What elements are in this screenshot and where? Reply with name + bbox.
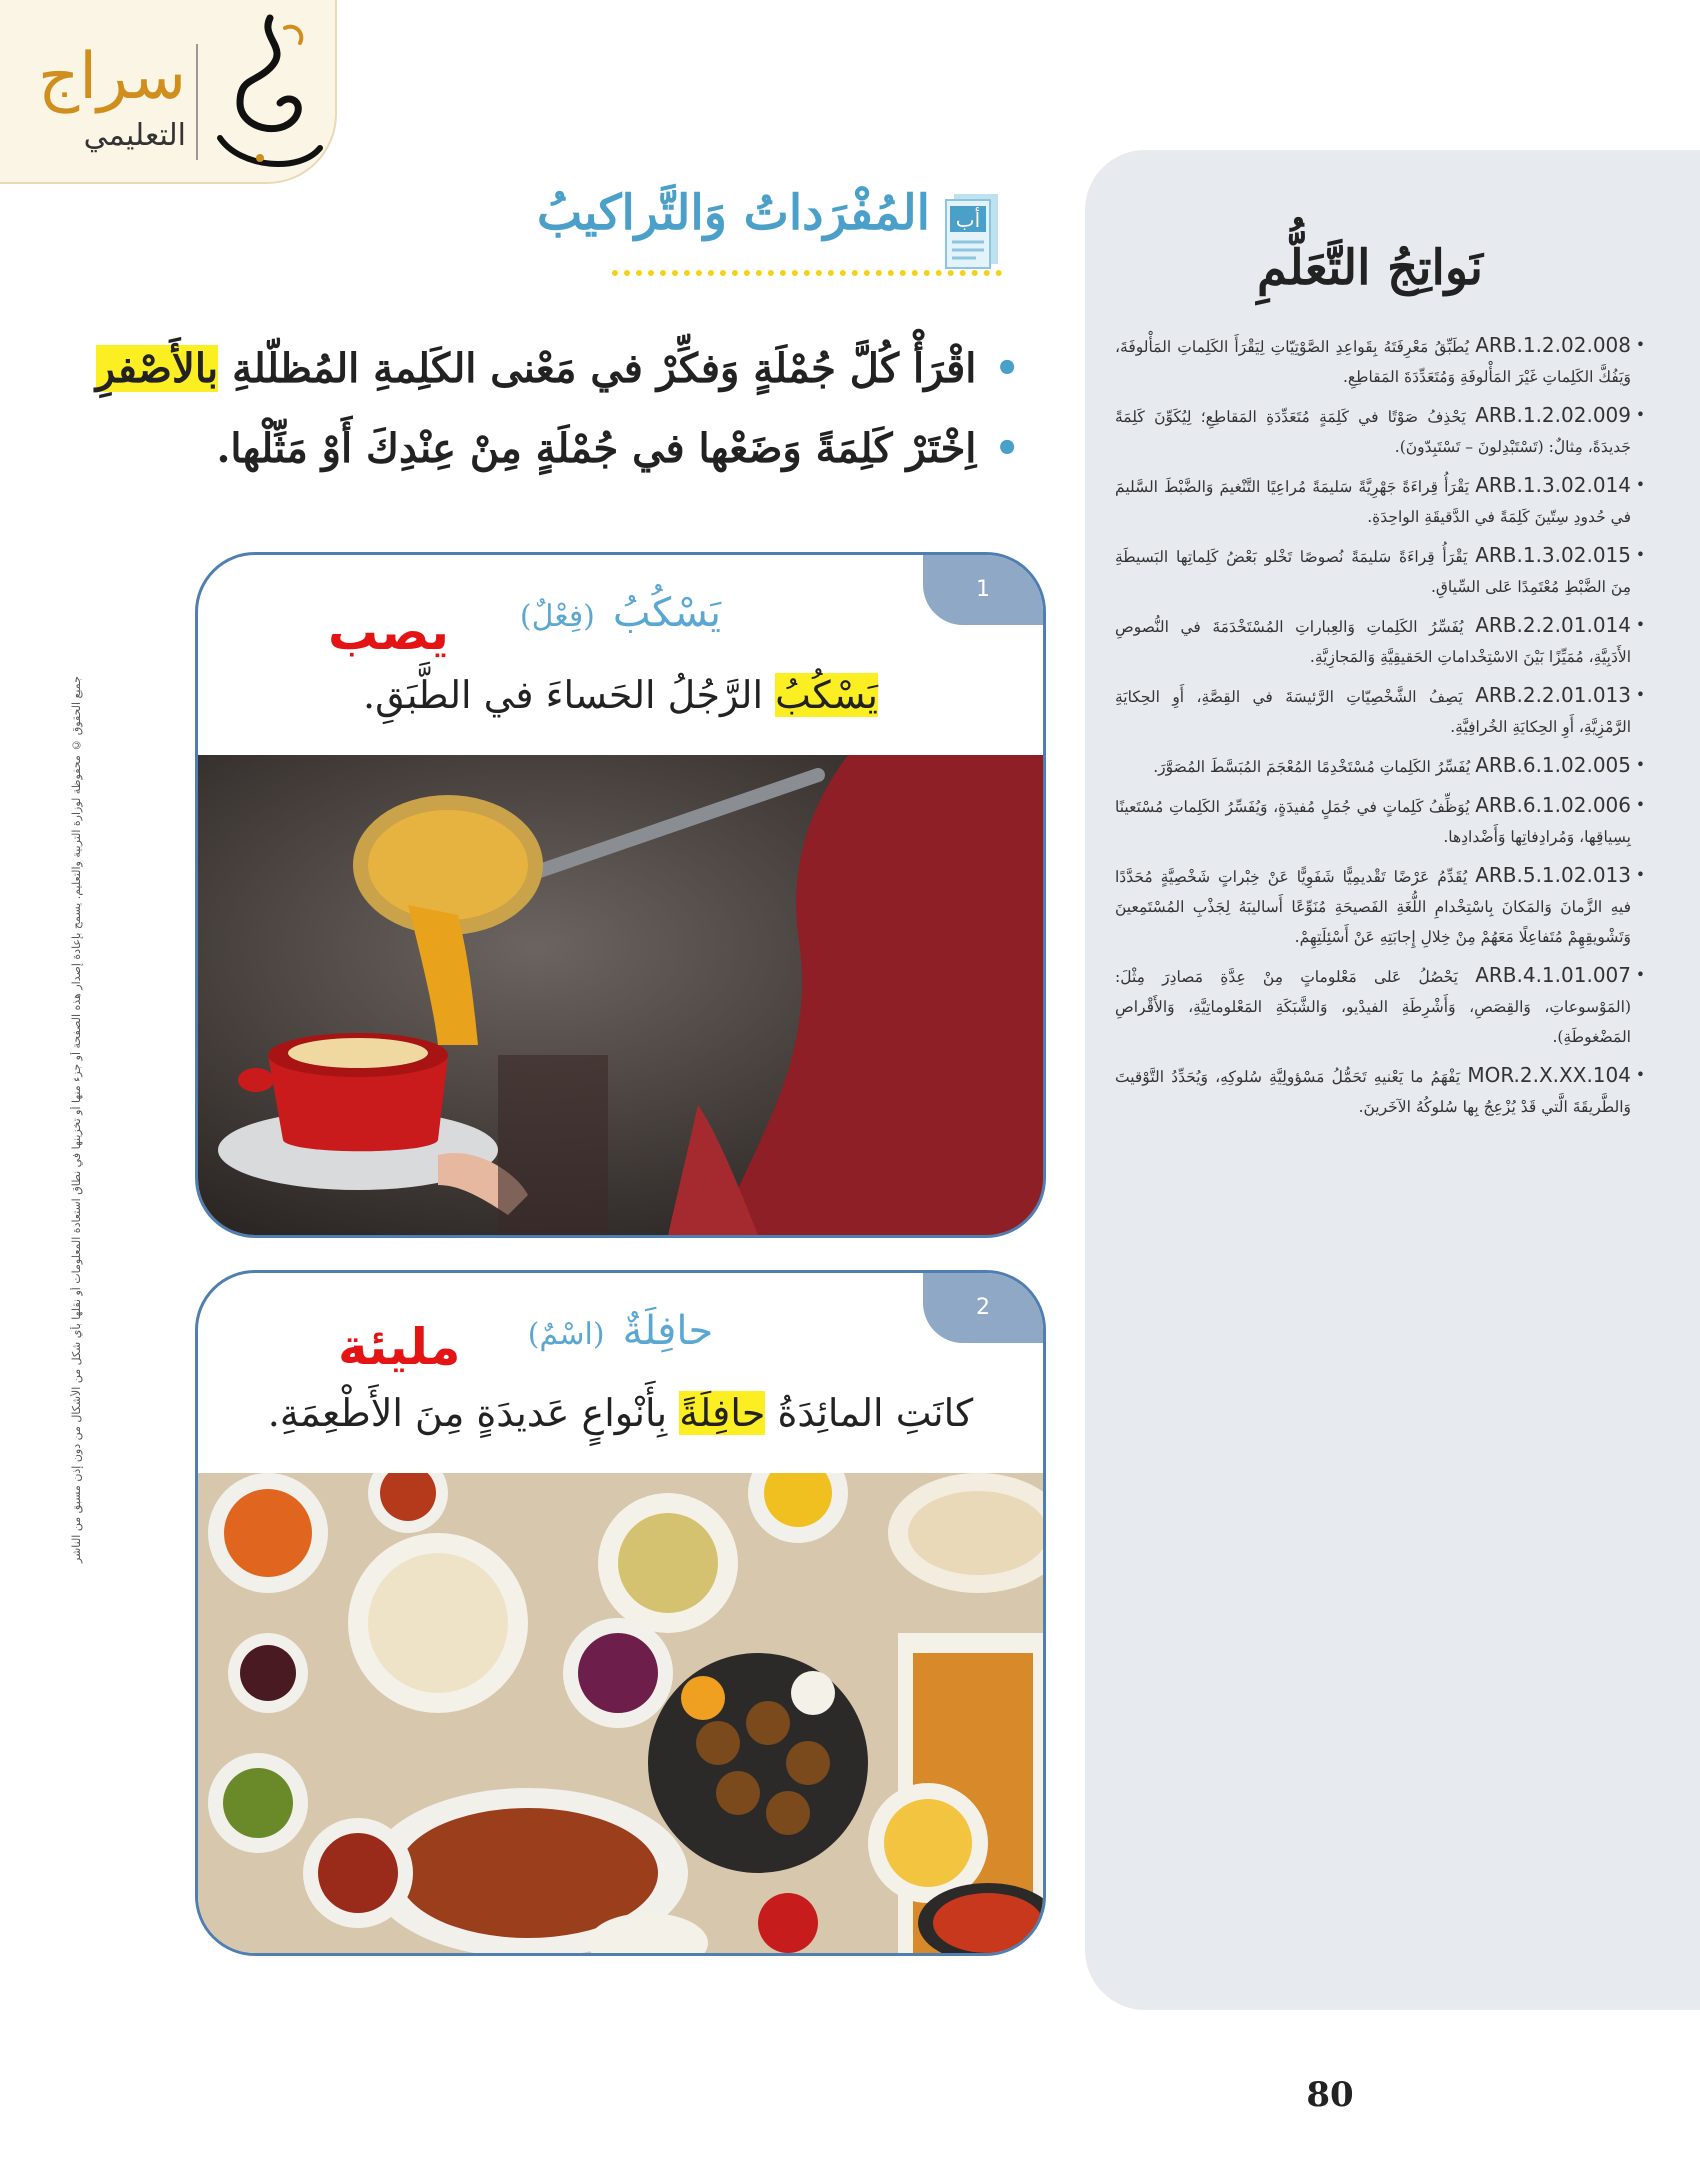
vocab-card-1	[195, 552, 1046, 1238]
outcome-code: ARB.1.3.02.015	[1475, 543, 1631, 567]
outcome-code: ARB.2.2.01.014	[1475, 613, 1631, 637]
learning-outcomes-list	[1115, 330, 1645, 1130]
copyright-notice: جميع الحقوق © محفوظة لوزارة التربية والتعليم. يسمح بإعادة إصدار هذه الصفحة أو جزء منها أو تخزينها في نطاق استعادة المعلومات أو نقلها بأي شكل من الأشكال من دون إذن مسبق من الناشر	[70, 676, 83, 1564]
outcome-text: يَحْصُلُ عَلى مَعْلوماتٍ مِنْ عِدَّةِ مَصادِرَ مِثْلَ: (المَوْسوعاتِ، وَالقِصَصِ، وَأَشْرِطَةِ الفيدْيو، وَالشَّبَكَةِ المَعْلوماتِيَّةِ، وَالأَقْراصِ المَضْغوطَةِ).	[1115, 968, 1631, 1046]
vocabulary-book-icon	[940, 190, 1002, 272]
outcome-item	[1115, 750, 1645, 782]
part-of-speech: (فِعْلٌ)	[519, 599, 595, 634]
instruction-1-text: اقْرَأْ كُلَّ جُمْلَةٍ وَفكِّرْ في مَعْنى الكَلِمةِ المُظلّلةِ	[232, 345, 977, 392]
vocab-word-text: حافِلَةٌ	[622, 1308, 714, 1354]
outcome-code: ARB.1.2.02.009	[1475, 403, 1631, 427]
sirage-logo	[0, 0, 337, 184]
calligraphy-logo-icon	[200, 8, 330, 178]
example-sentence	[198, 673, 1043, 717]
bullet-icon: •	[994, 425, 1020, 472]
outcome-code: ARB.5.1.02.013	[1475, 863, 1631, 887]
outcome-item	[1115, 610, 1645, 672]
outcome-item	[1115, 680, 1645, 742]
instruction-1-highlight: بالأَصْفرِ	[95, 345, 219, 392]
sentence-before: كانَتِ المائِدَةُ	[777, 1391, 974, 1435]
sentence-highlight: يَسْكُبُ	[775, 673, 878, 717]
outcome-text: يَقْرَأُ قِراءَةً سَليمَةً نُصوصًا تَخْلو بَعْضُ كَلِماتِها البَسيطَةِ مِنَ الضَّبْطِ مُعْتَمِدًا عَلى السِّياقِ.	[1115, 548, 1631, 596]
vocab-card-2	[195, 1270, 1046, 1956]
outcome-text: يُطَبِّقُ مَعْرِفَتَهُ بِقَواعِدِ الصَّوْتِيّاتِ لِيَقْرَأَ الكَلِماتِ المَأْلوفَةَ، وَيَفُكَّ الكَلِماتِ غَيْرَ المَأْلوفَةِ وَمُتَعَدِّدَةَ المَقاطِعِ.	[1115, 338, 1631, 386]
section-title: المُفْرَداتُ وَالتَّراكيبُ	[537, 185, 930, 241]
logo-subtitle: التعليمي	[83, 118, 186, 153]
outcome-text: يُفَسِّرُ الكَلِماتِ مُسْتَخْدِمًا المُعْجَمَ المُبَسَّطَ المُصَوَّرَ.	[1153, 758, 1471, 776]
outcome-item	[1115, 400, 1645, 462]
vocab-word	[198, 1308, 1043, 1354]
outcome-text: يَفْهَمُ ما يَعْنيهِ تَحَمُّلُ مَسْؤولِيَّةِ سُلوكِهِ، وَيُحَدِّدُ التَّوْقيتَ وَالطَّريقَةَ الَّتي قَدْ يُزْعِجُ بِها سُلوكُهُ الآخَرينَ.	[1115, 1068, 1631, 1116]
outcome-item	[1115, 860, 1645, 952]
outcome-text: يَصِفُ الشَّخْصِيّاتِ الرَّئيسَةَ في القِصَّةِ، أَوِ الحِكايَةِ الرَّمْزِيَّةِ، أَوِ الحِكايَةِ الخُرافِيَّةِ.	[1115, 688, 1631, 736]
outcome-item	[1115, 960, 1645, 1052]
instruction-1	[95, 345, 1020, 392]
card-number: 2	[923, 1273, 1043, 1343]
food-table-photo	[198, 1473, 1043, 1953]
outcome-item	[1115, 1060, 1645, 1122]
instruction-2	[216, 425, 1020, 472]
card-number: 1	[923, 555, 1043, 625]
example-sentence	[198, 1391, 1043, 1435]
outcome-text: يَقْرَأُ قِراءَةً جَهْرِيَّةً سَليمَةً مُراعِيًا التَّنْغيمَ وَالضَّبْطَ السَّليمَ في حُدودِ سِتّينَ كَلِمَةً في الدَّقيقَةِ الواحِدَةِ.	[1115, 478, 1631, 526]
outcome-text: يُقَدِّمُ عَرْضًا تَقْديمِيًّا شَفَوِيًّا عَنْ خِبْراتٍ شَخْصِيَّةٍ مُحَدَّدًا فيهِ الزَّمانَ وَالمَكانَ بِاسْتِخْدامِ اللُّغَةِ الفَصيحَةِ مُنَوِّعًا أَساليبَهُ لِجَذْبِ المُسْتَمِعينَ وَتَشْويقِهِمْ مُتَفاعِلًا مَعَهُمْ مِنْ خِلالِ إِجابَتِهِ عَنْ أَسْئِلَتِهِمْ.	[1115, 868, 1631, 946]
learning-outcomes-title: نَواتِجُ التَّعَلُّمِ	[1257, 240, 1483, 296]
outcome-code: ARB.4.1.01.007	[1475, 963, 1631, 987]
outcome-code: ARB.6.1.02.005	[1475, 753, 1631, 777]
handwritten-answer: يصب	[328, 603, 449, 661]
bullet-icon: •	[994, 345, 1020, 392]
part-of-speech: (اسْمٌ)	[527, 1317, 605, 1352]
logo-divider	[196, 44, 198, 160]
page-number: 80	[1306, 2075, 1354, 2115]
outcome-item	[1115, 330, 1645, 392]
vocab-word	[198, 590, 1043, 636]
outcome-text: يُوَظِّفُ كَلِماتٍ في جُمَلٍ مُفيدَةٍ، وَيُفَسِّرُ الكَلِماتِ مُسْتَعينًا بِسِياقِها، وَمُرادِفاتِها وَأَضْدادِها.	[1115, 798, 1631, 846]
sentence-rest: الرَّجُلُ الحَساءَ في الطَّبَقِ.	[363, 673, 764, 717]
section-title-underline	[612, 270, 1002, 282]
outcome-text: يُفَسِّرُ الكَلِماتِ وَالعِباراتِ المُسْتَخْدَمَةَ في النُّصوصِ الأَدَبِيَّةِ، مُمَيِّزًا بَيْنَ الاسْتِخْداماتِ الحَقيقِيَّةِ وَالمَجازِيَّةِ.	[1115, 618, 1631, 666]
soup-pouring-photo	[198, 755, 1043, 1235]
outcome-code: MOR.2.X.XX.104	[1467, 1063, 1631, 1087]
sentence-after: بِأَنْواعٍ عَديدَةٍ مِنَ الأَطْعِمَةِ.	[267, 1391, 668, 1435]
handwritten-answer: مليئة	[338, 1318, 461, 1376]
logo-name: سراج	[37, 40, 186, 114]
vocabulary-icon-label: أب	[955, 208, 981, 232]
instruction-2-text: اِخْتَرْ كَلِمَةً وَضَعْها في جُمْلَةٍ مِنْ عِنْدِكَ أَوْ مَثِّلْها.	[216, 425, 977, 472]
outcome-item	[1115, 470, 1645, 532]
outcome-text: يَحْذِفُ صَوْتًا في كَلِمَةٍ مُتَعَدِّدَةِ المَقاطِعِ؛ لِيُكَوِّنَ كَلِمَةً جَديدَةً، مِثالٌ: (تَسْتَبْدِلونَ – تَسْتَبِدّونَ).	[1115, 408, 1631, 456]
outcome-item	[1115, 540, 1645, 602]
outcome-item	[1115, 790, 1645, 852]
outcome-code: ARB.6.1.02.006	[1475, 793, 1631, 817]
outcome-code: ARB.2.2.01.013	[1475, 683, 1631, 707]
sentence-highlight: حافِلَةً	[679, 1391, 766, 1435]
outcome-code: ARB.1.2.02.008	[1475, 333, 1631, 357]
vocab-word-text: يَسْكُبُ	[612, 590, 722, 636]
outcome-code: ARB.1.3.02.014	[1475, 473, 1632, 497]
